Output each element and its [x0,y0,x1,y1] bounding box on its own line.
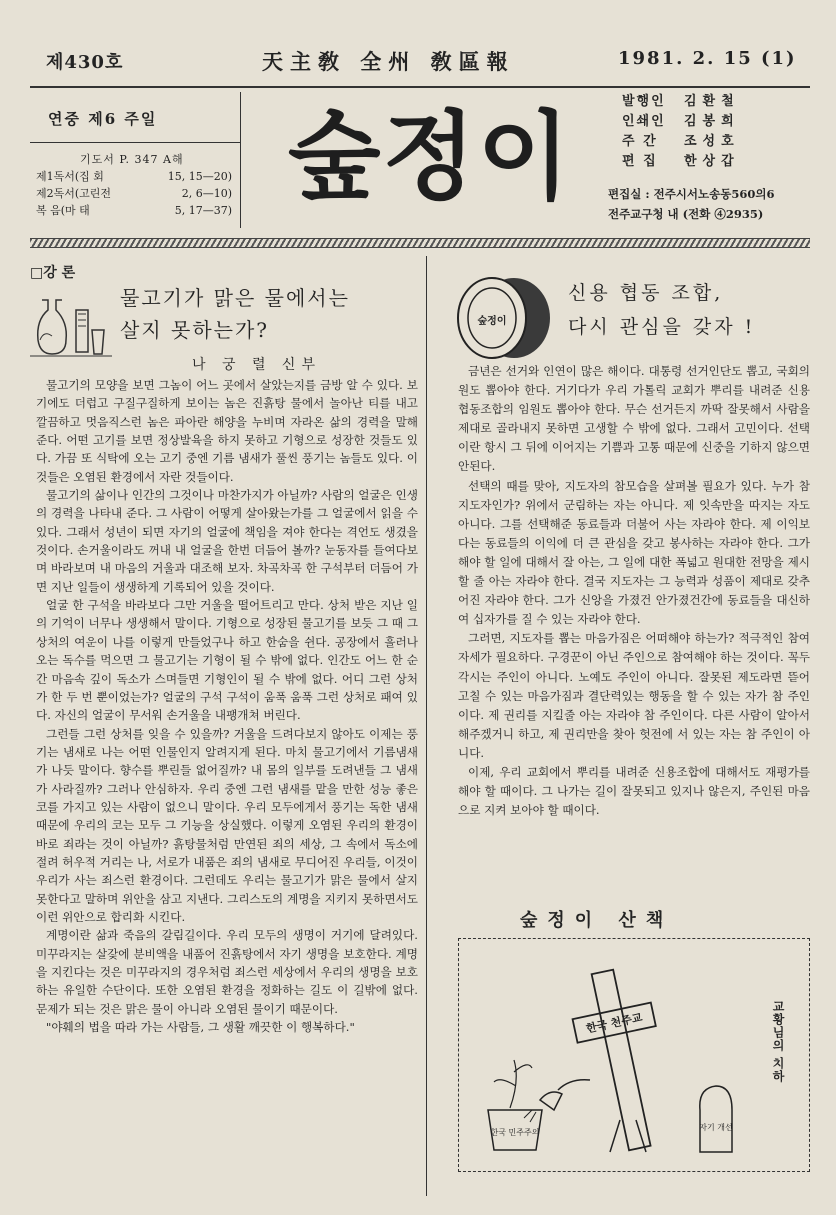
editorial-title-line: 살지 못하는가? [120,318,269,342]
issue-date: 1981. 2. 15 (1) [618,48,797,69]
liturgy-week: 연중 제6 주일 [48,110,158,128]
reading-ref: 2, 6—10) [181,187,232,200]
cartoon-section-title: 숲정이 산책 [520,910,674,931]
cartoon-caption: 교황님의 치하 [771,1000,785,1084]
paragraph: 얼굴 한 구석을 바라보다 그만 거울을 떨어트리고 만다. 상처 받은 지난 일의 기억이 너무나 생생해서 말이다. 기형으로 성장된 물고기를 보듯 그 때 그 상처의 여운이 나를 이렇게 만들었구나 하고 한숨을 쉰다. 공장에서 흘러나오는 독수를 먹으면 그 물고기는 기형이 될 수 밖에 없다. 인간도 어느 한 순간 마음속 깊이 독소가 스며들면 기형인이 될 수 밖에 없다. 어디 그런 상처가 한 두 번 뿐이었는가? 얼굴의 구석 구석이 움푹 움푹 그런 상처로 패여 있다. 자신의 얼굴이 무서워 손거울을 내팽개쳐 버린다. [36,598,418,723]
masthead-rule [30,86,810,88]
cartoon-sign-text: 한국 천주교 [585,1010,644,1036]
paragraph: 금년은 선거와 인연이 많은 해이다. 대통령 선거인단도 뽑고, 국회의원도 뽑아야 한다. 거기다가 우리 가톨릭 교회가 뿌리를 내려준 신용 협동조합의 임원도 뽑아야 한다. 무슨 선거든지 까딱 잘못해서 사람을 제대로 골라내지 못하면 고생할 수 밖에 없다. 그래서 고민이다. 선택이란 항시 그 뒤에 이어지는 기쁨과 고통 때문에 신중을 기하지 않으면 안된다. [458,364,810,474]
readings-list [36,168,232,219]
editorial-title-line: 물고기가 맑은 물에서는 [120,286,350,310]
contact-info [608,184,818,224]
credit-union-title-line: 신용 협동 조합, [568,282,724,304]
credit-union-title-line: 다시 관심을 갖자 ! [568,316,756,338]
issue-number: 제430호 [46,52,124,73]
paragraph: 이제, 우리 교회에서 뿌리를 내려준 신용조합에 대해서도 재평가를 해야 할 때이다. 그 나가는 길이 잘못되고 있지나 않은지, 주인된 마음으로 지켜 보아야 할 때이다. [458,764,810,818]
coin-illustration [452,272,552,362]
paragraph: 물고기의 모양을 보면 그놈이 어느 곳에서 살았는지를 금방 알 수 있다. 보기에도 더럽고 구질구질하게 보이는 놈은 진흙탕 물에서 놀아난 티를 내고 깔끔하고 멋음직스런 놈은 파아란 해양을 누비며 자라온 삶의 경력을 말해 준다. 어떤 고기를 보면 정상발육을 하지 못하고 기형으로 성장한 것들도 있다. 가끔 또 식탁에 오는 고기 중엔 기름 냄새가 풀씬 풍기는 놈들도 있다. 이것들은 오염된 환경에서 자란 것들이다. [36,378,418,484]
staff-name: 김환철 [684,94,740,109]
logo-text: 숲정이 [287,101,573,212]
staff-row [622,152,802,172]
editorial-title [120,282,350,346]
staff-role: 편 집 [622,154,658,169]
paragraph: 그런들 그런 상처를 잊을 수 있을까? 거울을 드려다보지 않아도 이제는 풍기는 냄새로 나는 어떤 인물인지 알려지게 된다. 마치 물고기에서 기름냄새가 나듯 말이다. 향수를 뿌린들 없어질까? 내 몸의 일부를 도려낸들 그 냄새가 사라질까? 그러나 안심하자. 우리 중엔 그런 냄새를 맡을 만한 성능 좋은 코를 가지고 있는 사람이 없으니 말이다. 우리 모두에게서 풍기는 독한 냄새 때문에 우리의 코는 모두 그 기능을 상실했다. 이렇게 오염된 우리의 환경이 바로 죄라는 것이 아닐까? 흙탕물처럼 만연된 죄의 세상, 그 속에서 독소에 절려 허우적 거리는 나, 서로가 내품은 죄의 냄새로 무디어진 우리들, 이것이 우리가 사는 죄스런 환경이다. 그런데도 우리는 물고기가 맑은 물에서 살지 못한다고 말하며 위안을 삼고 지낸다. 그리스도의 계명을 지키지 못하면서도 이런 위안으로 합리화 시킨다. [36,726,418,924]
prayer-book-ref: 기도서 P. 347 A해 [80,153,184,166]
paragraph: 그러면, 지도자를 뽑는 마음가짐은 어떠해야 하는가? 적극적인 참여 자세가 필요하다. 구경꾼이 아닌 주인으로 참여해야 하는 것이다. 꼭두각시는 주인이 아니다. 노예도 주인이 아니다. 잘못된 제도라면 뜯어 고칠 수 있는 마음가짐과 결단력있는 행동을 할 수 있는 자가 참 주인이다. 제 권리를 지킬줄 아는 자라야 참 주인이다. 다른 사람이 알아서 해주겠거니 하고, 제 권리만을 찾아 헛전에 서 있는 자는 참 주인이 아니다. [458,631,810,760]
reading-row [36,168,232,185]
reading-label: 제2독서(고린전 [36,187,112,200]
coin-text: 숲정이 [477,316,507,327]
paragraph: "야훼의 법을 따라 가는 사람들, 그 생활 깨끗한 이 행복하다." [46,1020,355,1035]
staff-name: 한상갑 [684,154,740,169]
paragraph: 계명이란 삶과 죽음의 갈림길이다. 우리 모두의 생명이 거기에 달려있다. 미꾸라지는 살갗에 분비액을 내품어 진흙탕에서 자기 생명을 보호한다. 계명을 지킨다는 것은 미꾸라지의 경우처럼 죄스런 세상에서 우리의 생명을 보호하는 유일한 수단이다. 또한 오염된 환경을 정화하는 길도 이 길밖에 없다. 문제가 되는 것은 맑은 물이 아니라 오염된 물이기 때문이다. [36,928,418,1016]
liturgy-divider [30,142,240,143]
reading-label: 제1독서(집 회 [36,170,104,183]
reading-label: 복 음(마 태 [36,204,90,217]
staff-name: 조성호 [684,134,740,149]
paragraph: 선택의 때를 맞아, 지도자의 참모습을 살펴볼 필요가 있다. 누가 참 지도자인가? 위에서 군림하는 자는 아니다. 제 잇속만을 따지는 자도 아니다. 그를 선택해준 동료들과 더불어 사는 자라야 한다. 제 이익보다는 동료들의 이익에 더 큰 관심을 갖고 봉사하는 자라야 한다. 그가 해야 할 일에 대해서 잘 아는, 그 일에 대한 폭넓고 원대한 전망을 제시할 줄 아는 자라야 한다. 결국 지도자는 그 능력과 성품이 제대로 갖추어진 자라야 한다. 그가 신앙을 가졌건 안가졌건간에 동료들을 대신하여 십자가를 질 수 있는 자라야 한다. [458,478,810,627]
staff-name: 김봉희 [684,114,740,129]
editorial-tag: □강 론 [30,265,76,281]
staff-role: 인쇄인 [622,114,666,129]
credit-union-title [568,276,755,344]
staff-row [622,92,802,112]
masthead [0,44,836,84]
reading-row [36,185,232,202]
cartoon-illustration [470,960,760,1160]
cartoon-bag-text: 자기 개선 [699,1123,733,1132]
reading-ref: 5, 17—37) [174,204,232,217]
contact-phone: 전주교구청 내 (전화 ④2935) [608,207,764,221]
contact-address: 편집실 : 전주시서노송동560의6 [608,187,775,201]
reading-ref: 15, 15—20) [167,170,232,183]
staff-row [622,112,802,132]
staff-list [622,92,802,172]
editorial-body [36,376,418,1036]
paper-name: 天主敎 全州 敎區報 [262,49,515,74]
paragraph: 물고기의 삶이나 인간의 그것이나 마찬가지가 아닐까? 사람의 얼굴은 인생의 경력을 나타내 준다. 그 사람이 어떻게 살아왔는가를 그 얼굴에서 읽을 수 있다. 그래서 성년이 되면 자기의 얼굴에 책임을 져야 한다는 격언도 생겼을 것이다. 손거울이라도 꺼내 내 얼굴을 한번 더듬어 볼까? 눈동자를 들여다보며 바라보며 내 마음의 거울과 대조해 보자. 차곡차곡 한 구석부터 더듬어 가면 지난 일들이 생생하게 기록되어 있을 것이다. [36,488,418,594]
staff-role: 주 간 [622,134,658,149]
masthead-logo [262,92,598,212]
editorial-author: 나 궁 렬 신부 [192,357,321,373]
column-divider [426,256,427,1196]
staff-row [622,132,802,152]
section-divider [30,238,810,248]
cartoon-pot-text: 한국 민주주의 [490,1128,540,1137]
vase-illustration [26,280,116,360]
staff-role: 발행인 [622,94,666,109]
reading-row [36,202,232,219]
credit-union-body [458,362,810,820]
